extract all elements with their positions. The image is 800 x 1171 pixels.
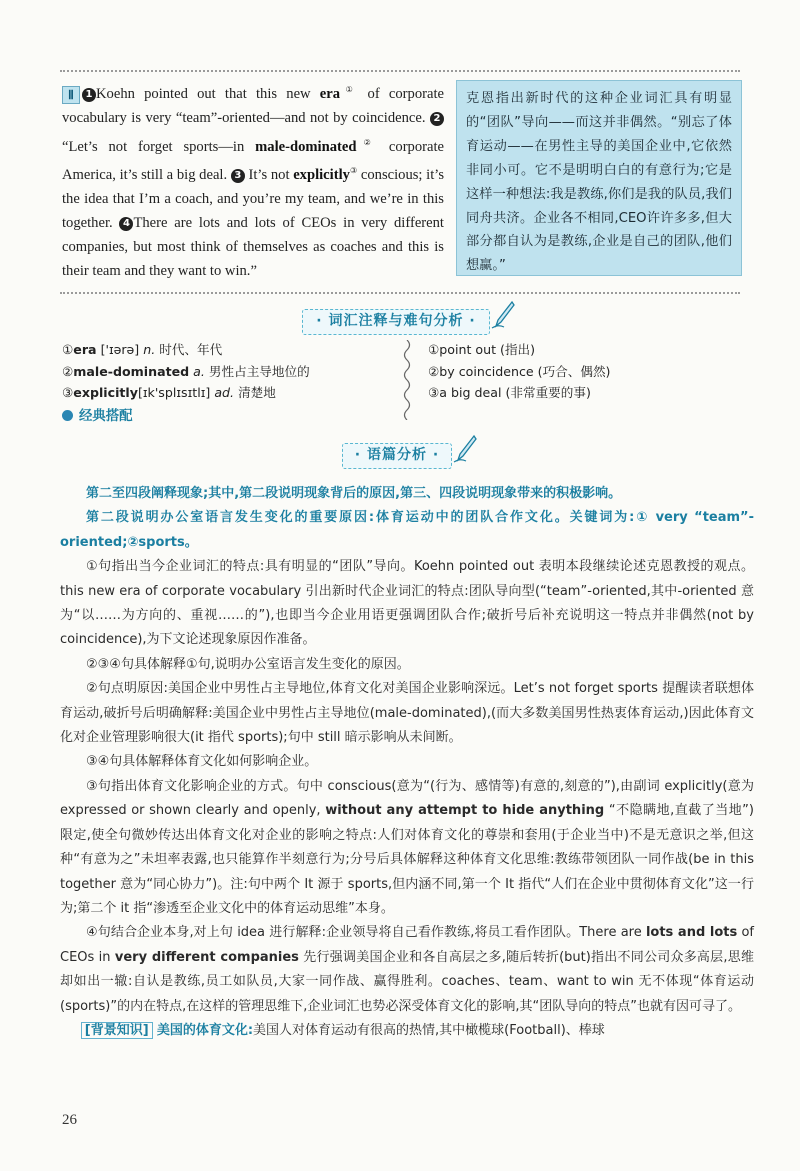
- vocab-section-header: · 词汇注释与难句分析 ·: [302, 309, 490, 335]
- phrase-item-3: ③a big deal (非常重要的事): [428, 385, 591, 400]
- analysis-lead-1: 第二至四段阐释现象;其中,第二段说明现象背后的原因,第三、四段说明现象带来的积极影响。: [86, 486, 622, 501]
- sentence-number-4: 4: [119, 217, 133, 231]
- sentence-3-part-a: It’s not: [248, 167, 294, 184]
- sentence-3-part-b: conscious; it’s the idea that I’m a coach, and you’re my team, and we’re in this together.: [62, 167, 445, 232]
- sentence-2-part-b: corporate America, it’s still a big deal.: [62, 138, 445, 184]
- phrase-list: [428, 339, 748, 404]
- chinese-translation-box: 克恩指出新时代的这种企业词汇具有明显的“团队”导向——而这并非偶然。“别忘了体育运动——在男性主导的美国企业中,它依然非同小可。它不是明明白白的有意行为;它是这样一种想法:我是教练,你们是我的队员,我们同舟共济。企业各不相同,CEO许许多多,但大部分都自认为是教练,企业是自己的团队,他们想赢。”: [456, 80, 742, 276]
- analysis-paragraph-4: ③④句具体解释体育文化如何影响企业。: [86, 754, 318, 770]
- sentence-2-part-a: “Let’s not forget sports—in: [62, 138, 256, 155]
- top-dotted-divider: [60, 70, 740, 72]
- footnote-marker-3: ③: [349, 166, 358, 176]
- analysis-section-header: · 语篇分析 ·: [342, 443, 452, 469]
- analysis-paragraph-3: ②句点明原因:美国企业中男性占主导地位,体育文化对美国企业影响深远。Let’s not forget sports 提醒读者联想体育运动,破折号后明确解释:美国企业中男性占主导地位(male-dominated),(而大多数美国男性热衷体育运动,)因此体育文化对企业管理影响很大(it 指代 sports);句中 still 暗示影响从未间断。: [60, 681, 754, 746]
- page-number: 26: [62, 1112, 77, 1128]
- vocab-word-male-dominated: male-dominated: [255, 138, 357, 155]
- vocab-item-3: ③explicitly[ɪk'splɪsɪtlɪ] ad. 清楚地: [62, 385, 276, 400]
- analysis-body: [60, 482, 754, 1043]
- sentence-number-3: 3: [231, 169, 245, 183]
- sentence-number-1: 1: [82, 88, 96, 102]
- paragraph-label: Ⅱ: [62, 86, 80, 104]
- analysis-lead-2: 第二段说明办公室语言发生变化的重要原因:体育运动中的团队合作文化。关键词为:① very “team”-oriented;②sports。: [60, 510, 754, 550]
- background-knowledge: [背景知识] 美国的体育文化:美国人对体育运动有很高的热情,其中橄榄球(Football)、棒球: [60, 1019, 754, 1043]
- vocab-list: [62, 339, 392, 404]
- pen-icon: [490, 300, 516, 330]
- phrase-item-2: ②by coincidence (巧合、偶然): [428, 363, 611, 379]
- analysis-paragraph-1: ①句指出当今企业词汇的特点:具有明显的“团队”导向。Koehn pointed out 表明本段继续论述克恩教授的观点。this new era of corporate vocabulary 引出新时代企业词汇的特点:团队导向型(“team”-oriented,其中-oriented 意为“以……为方向的、重视……的”),也即当今企业用语更强调团队合作;破折号后补充说明这一特点并非偶然(not by coincidence),为下文论述现象原因作准备。: [60, 559, 754, 648]
- sentence-number-2: 2: [430, 112, 444, 126]
- analysis-paragraph-5: ③句指出体育文化影响企业的方式。句中 conscious(意为“(行为、感情等)有意的,刻意的”),由副词 explicitly(意为 expressed or shown clearly and openly, without any attempt to hide anything “不隐瞒地,直截了当地”)限定,使全句微妙传达出体育文化对企业的影响之特点:人们对体育文化的尊崇和套用(于企业当中)不是无意识之举,但这种“有意为之”未坦率表露,也只能算作半刻意行为;分号后具体解释这种体育文化思维:教练带领团队一同作战(be in this together 意为“同心协力”)。注:句中两个 It 源于 sports,但内涵不同,第一个 It 指代“人们在企业中贯彻体育文化”这一行为;第二个 it 指“渗透至企业文化中的体育运动思维”本身。: [60, 778, 754, 916]
- middle-dotted-divider: [60, 292, 740, 294]
- analysis-paragraph-2: ②③④句具体解释①句,说明办公室语言发生变化的原因。: [86, 656, 410, 672]
- sentence-1-part-a: Koehn pointed out that this new: [96, 85, 320, 102]
- background-tag: [背景知识]: [81, 1022, 153, 1039]
- pen-icon: [452, 434, 478, 464]
- phrase-item-1: ①point out (指出): [428, 342, 536, 357]
- footnote-marker-2: ②: [356, 137, 379, 147]
- collocation-label: 经典搭配: [62, 405, 133, 424]
- sentence-4: There are lots and lots of CEOs in very different companies, but most think of themselves as coaches and this is their team and they want to win.”: [62, 215, 444, 279]
- sentence-1-part-b: of corporate vocabulary is very “team”-oriented—and not by coincidence.: [62, 85, 444, 126]
- analysis-paragraph-6: ④句结合企业本身,对上句 idea 进行解释:企业领导将自己看作教练,将员工看作团队。There are lots and lots of CEOs in very different companies 先行强调美国企业和各自高层之多,随后转折(but)指出不同公司众多高层,思维却如出一辙:自认是教练,员工如队员,大家一同作战、赢得胜利。coaches、team、want to win 无不体现“体育运动(sports)”的内在特点,在这样的管理思维下,企业词汇也势必深受体育文化的影响,其“团队导向的特点”也就有因可寻了。: [60, 925, 754, 1014]
- vocab-word-era: era: [319, 85, 341, 102]
- wavy-divider: [400, 340, 414, 420]
- vocab-item-2: ②male-dominated a. 男性占主导地位的: [62, 363, 310, 379]
- footnote-marker-1: ①: [340, 85, 359, 94]
- vocab-item-1: ①era ['ɪərə] n. 时代、年代: [62, 342, 223, 357]
- bullet-dot-icon: [62, 410, 73, 421]
- english-passage: [62, 78, 444, 284]
- vocab-word-explicitly: explicitly: [293, 167, 350, 184]
